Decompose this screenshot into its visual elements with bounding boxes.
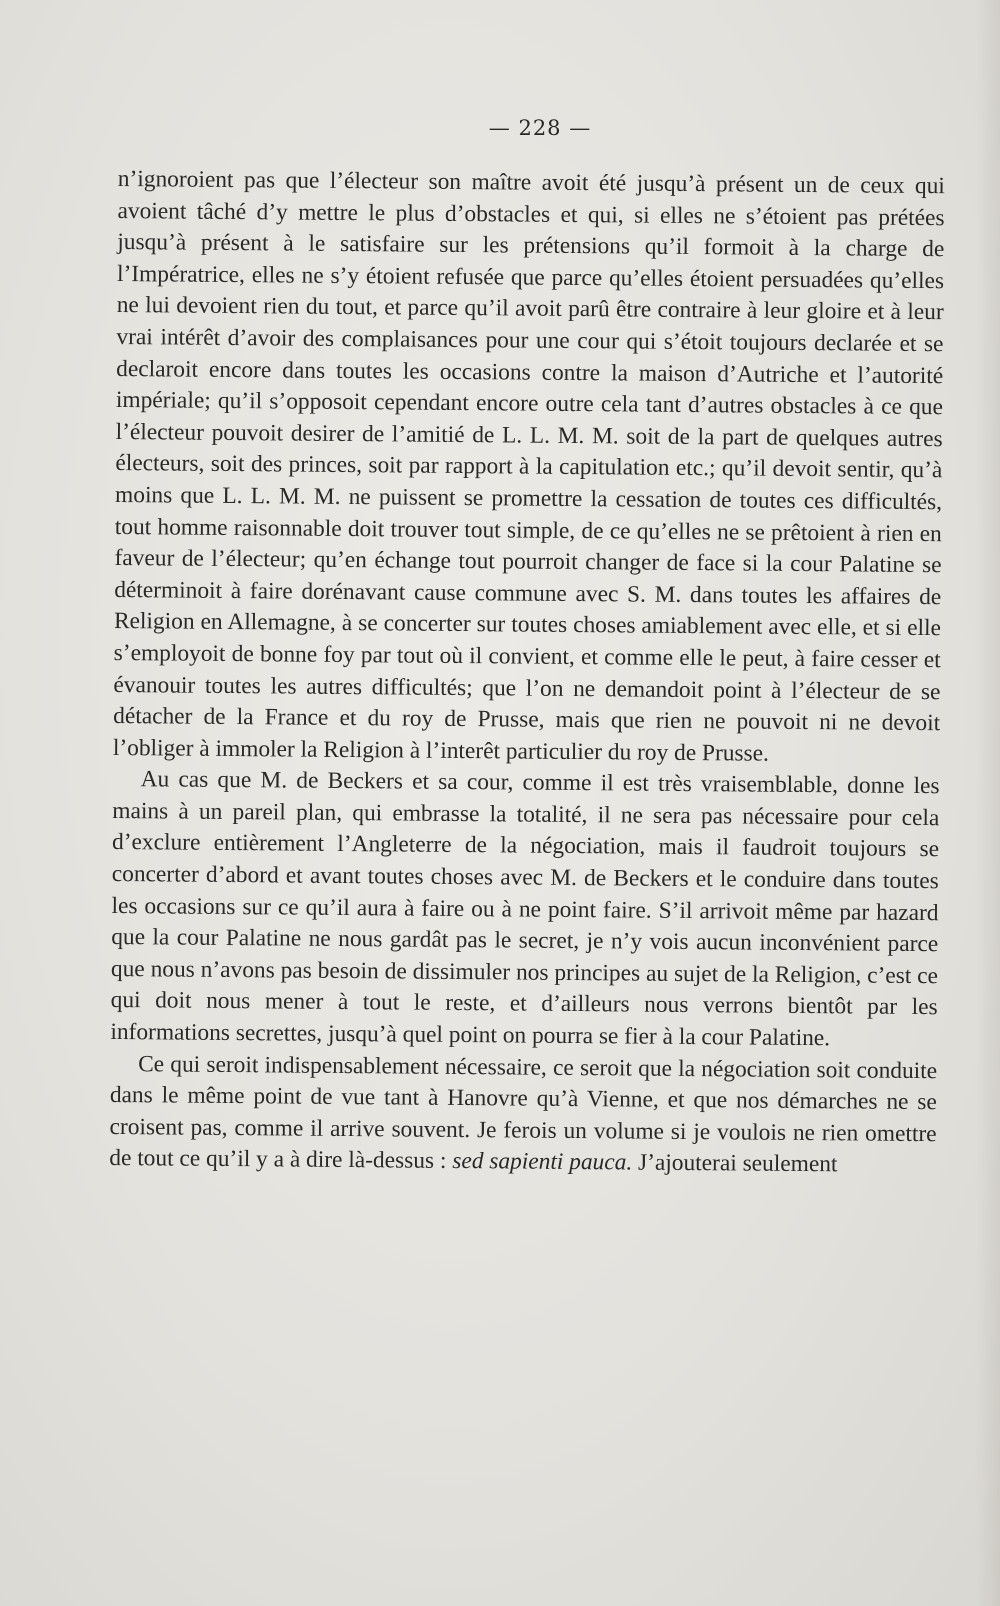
paragraph-3-text-before: Ce qui seroit indispensablement nécessaire, ce seroit que la négociation soit conduite dans le même point de vue tant à Hanovre qu’à Vienne, et que nos démarches ne se croisent pas, comme il arrive souvent. Je ferois un volume si je voulois ne rien omettre de tout ce qu’il y a à dire là-dessus : bbox=[109, 1050, 938, 1175]
paragraph-3 bbox=[109, 1049, 937, 1183]
page-shadow-edge bbox=[976, 0, 1000, 1606]
paragraph-3-text-after: J’ajouterai seulement bbox=[632, 1149, 838, 1178]
latin-phrase-italic: sed sapienti pauca. bbox=[452, 1148, 633, 1176]
page-body-text bbox=[109, 164, 945, 1182]
paragraph-2: Au cas que M. de Beckers et sa cour, comme il est très vraisemblable, donne les mains à un pareil plan, qui embrasse la totalité, il ne sera pas nécessaire pour cela d’exclure entièrement l’Angleterre de la négociation, mais il faudroit toujours se concerter d’abord et avant toutes choses avec M. de Beckers et le conduire dans toutes les occasions sur ce qu’il aura à faire ou à ne point faire. S’il arrivoit même par hazard que la cour Palatine ne nous gardât pas le secret, je n’y vois aucun inconvénient parce que nous n’avons pas besoin de dissimuler nos principes au sujet de la Religion, c’est ce qui doit nous mener à tout le reste, et d’ailleurs nous verrons bientôt par les informations secrettes, jusqu’à quel point on pourra se fier à la cour Palatine. bbox=[110, 766, 940, 1052]
paragraph-1: n’ignoroient pas que l’électeur son maître avoit été jusqu’à présent un de ceux qui avoient tâché d’y mettre le plus d’obstacles et qui, si elles ne s’étoient pas prétées jusqu’à présent à le satisfaire sur les prétensions qu’il formoit à la charge de l’Impératrice, elles ne s’y étoient refusée que parce qu’elles étoient persuadées qu’elles ne lui devoient rien du tout, et parce qu’il avoit parû être contraire à leur gloire et à leur vrai intérêt d’avoir des complaisances pour une cour qui s’étoit toujours declarée et se declaroit encore dans toutes les occasions contre la maison d’Autriche et l’autorité impériale; qu’il s’opposoit cependant encore outre cela tant d’autres obstacles à ce que l’électeur pouvoit desirer de l’amitié de L. L. M. M. soit de la part de quelques autres électeurs, soit des princes, soit par rapport à la capitulation etc.; qu’il devoit sentir, qu’à moins que L. L. M. M. ne puissent se promettre la cessation de toutes ces difficultés, tout homme raisonnable doit trouver tout simple, de ce qu’elles ne se prêtoient à rien en faveur de l’électeur; qu’en échange tout pourroit changer de face si la cour Palatine se déterminoit à faire dorénavant cause commune avec S. M. dans toutes les affaires de Religion en Allemagne, à se concerter sur toutes choses amiablement avec elle, et si elle s’employoit de bonne foy par tout où il convient, et comme elle le peut, à faire cesser et évanouir toutes les autres difficultés; que l’on ne demandoit point à l’électeur de se détacher de la France et du roy de Prusse, mais que rien ne pouvoit ni ne devoit l’obliger à immoler la Religion à l’interêt particulier du roy de Prusse. bbox=[112, 165, 945, 767]
page-number: — 228 — bbox=[488, 116, 592, 140]
